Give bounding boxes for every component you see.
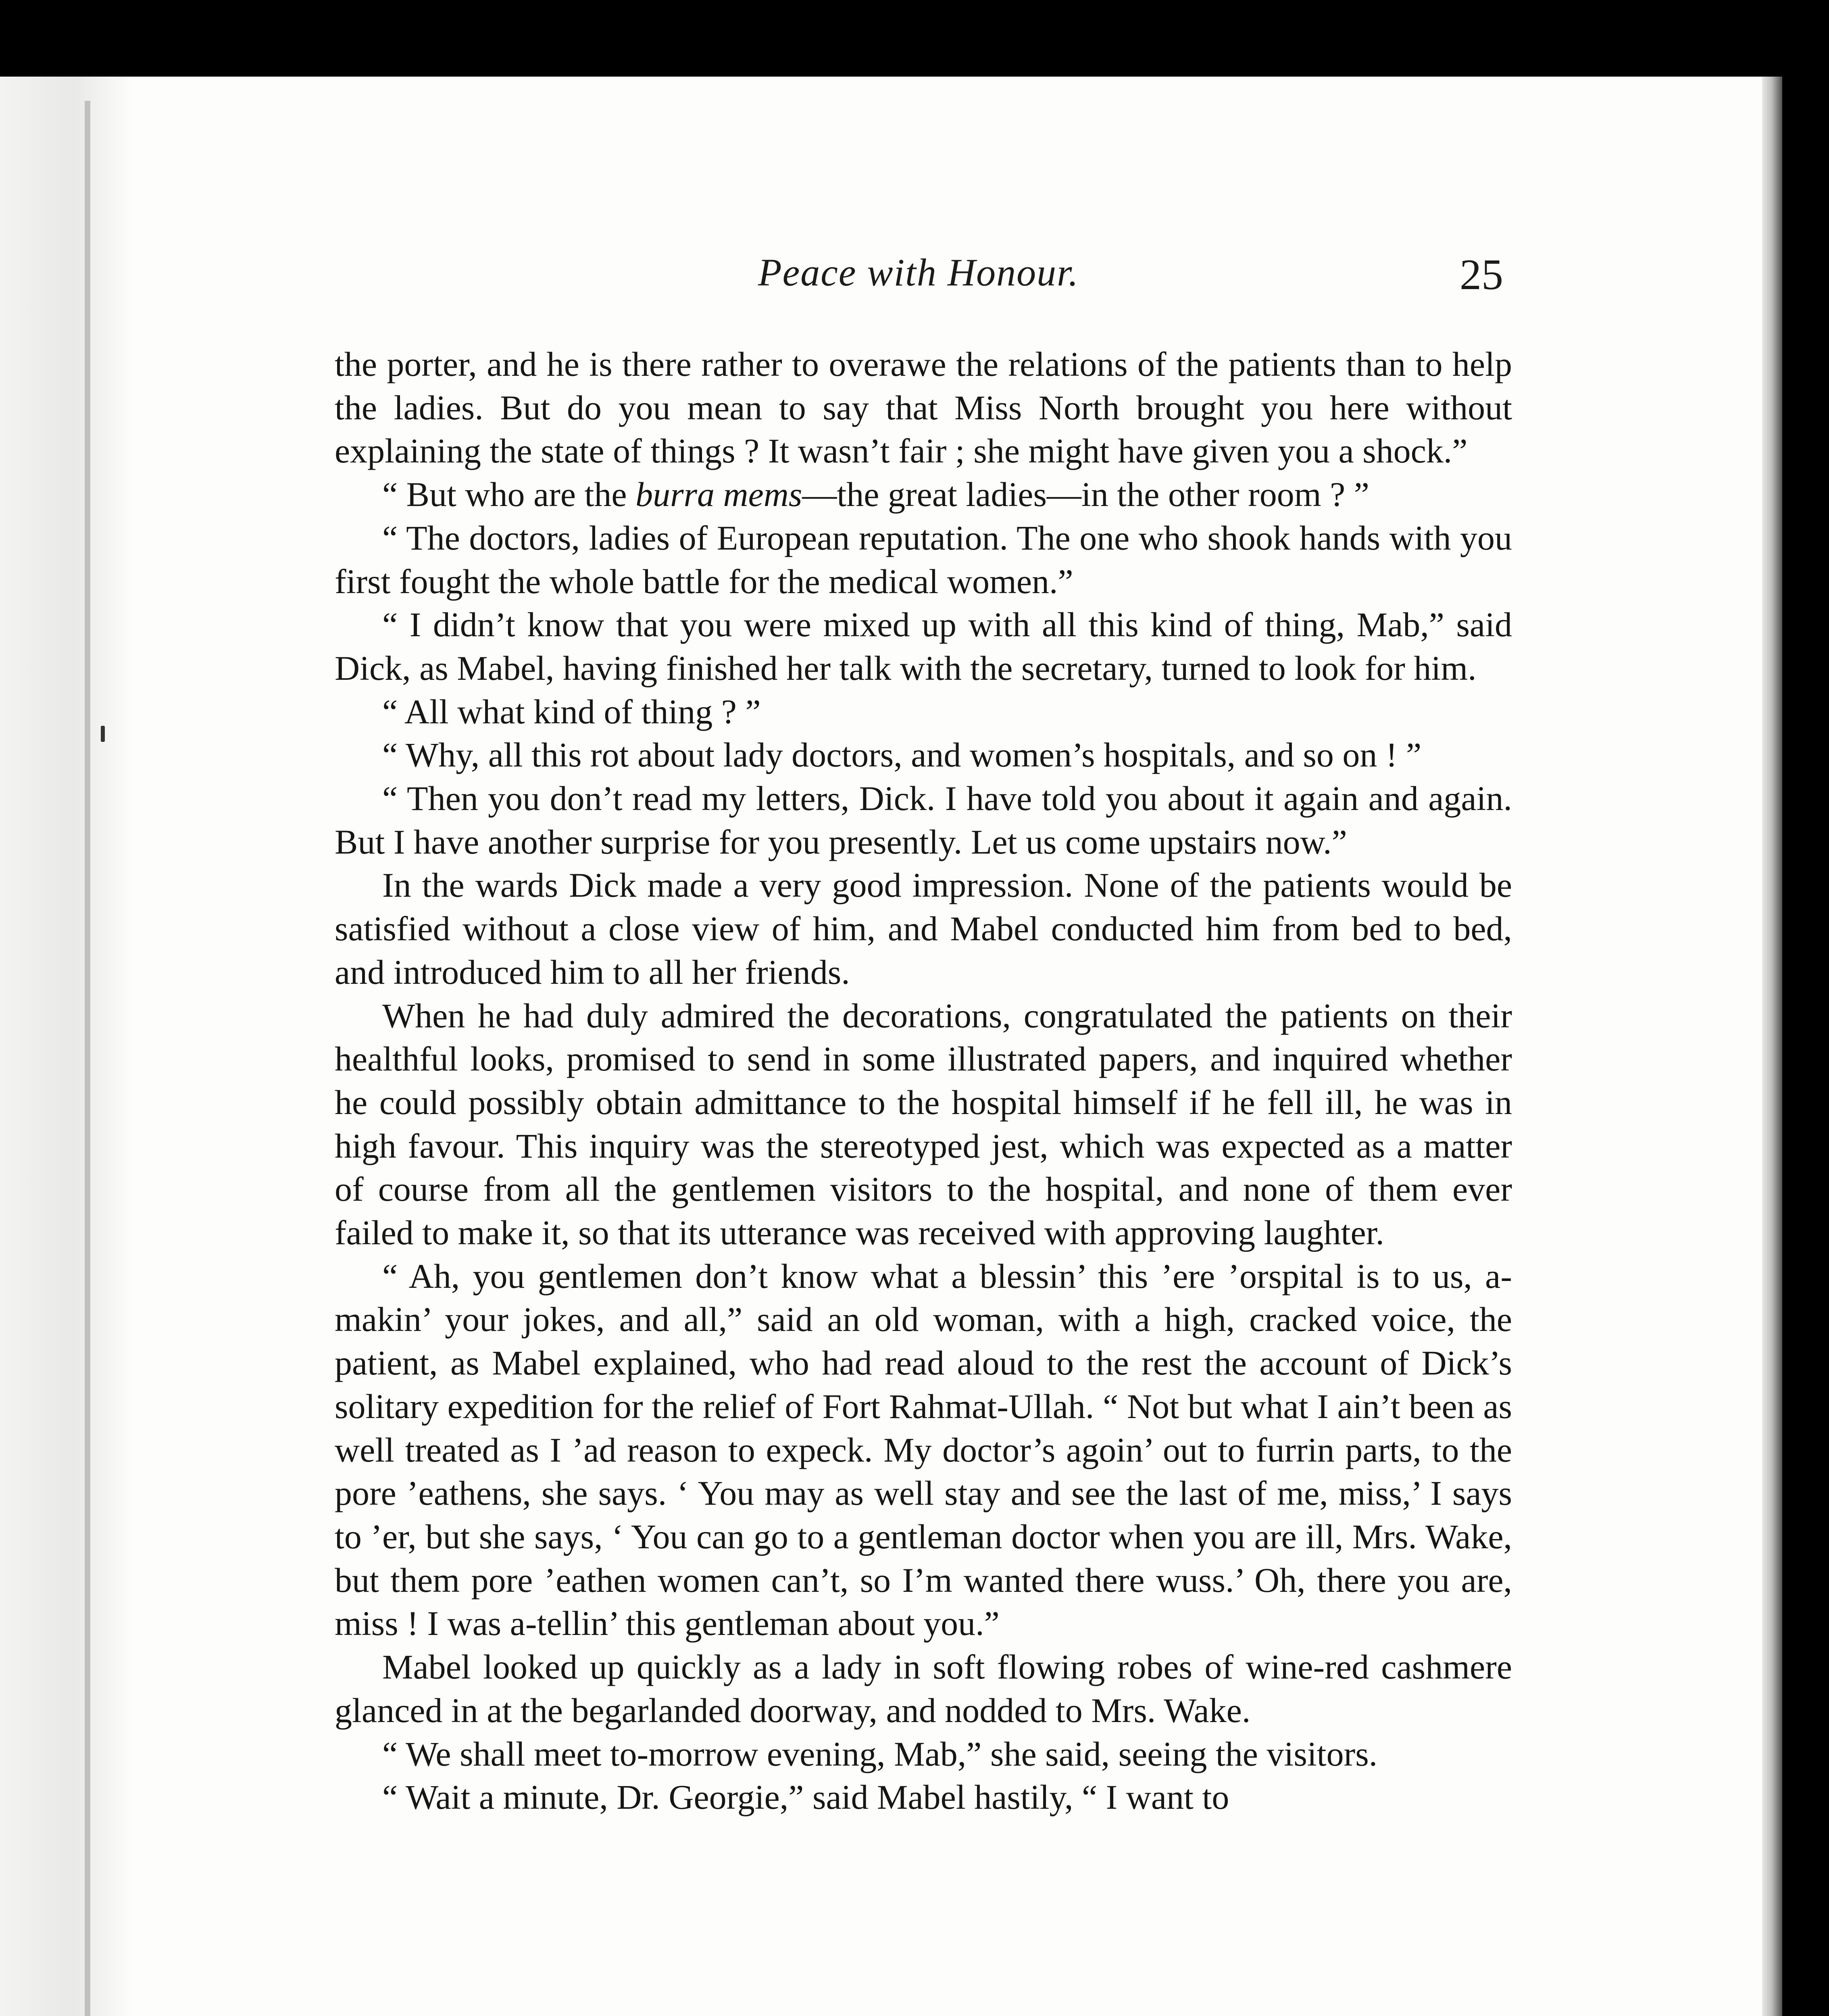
binding-line — [85, 101, 90, 2016]
paragraph — [335, 864, 1512, 994]
paragraph — [335, 1733, 1512, 1776]
paragraph — [335, 994, 1512, 1255]
text-run: “ Ah, you gentlemen don’t know what a blessin’ this ’ere ’orspital is to us, a-makin’ your jokes, and all,” said an old woman, with a high, cracked voice, the patient, as Mabel explained, who had read aloud to the rest the account of Dick’s solitary expedition for the relief of Fort Rahmat-Ullah. “ Not but what I ain’t been as well treated as I ’ad reason to expeck. My doctor’s agoin’ out to furrin parts, to the pore ’eathens, she says. ‘ You may as well stay and see the last of me, miss,’ I says to ’er, but she says, ‘ You can go to a gentleman doctor when you are ill, Mrs. Wake, but them pore ’eathen women can’t, so I’m wanted there wuss.’ Oh, there you are, miss ! I was a-tellin’ this gentleman about you.” — [335, 1256, 1512, 1643]
italic-phrase: burra mems — [635, 475, 802, 514]
paragraph — [335, 1776, 1512, 1819]
paragraph — [335, 516, 1512, 603]
paragraph — [335, 343, 1512, 473]
running-head — [0, 250, 1782, 310]
paragraph — [335, 1255, 1512, 1645]
paragraph — [335, 473, 1512, 516]
book-page — [0, 77, 1782, 2016]
text-run: —the great ladies—in the other room ? ” — [802, 475, 1369, 514]
text-run: In the wards Dick made a very good impression. None of the patients would be satisfied without a close view of him, and Mabel conducted him from bed to bed, and introduced him to all her friends. — [335, 866, 1512, 991]
running-title: Peace with Honour. — [758, 251, 1079, 294]
text-run: When he had duly admired the decorations, congratulated the patients on their healthful looks, promised to send in some illustrated papers, and inquired whether he could possibly obtain admittance to the hospital himself if he fell ill, he was in high favour. This inquiry was the stereotyped jest, which was expected as a matter of course from all the gentlemen visitors to the hospital, and none of them ever failed to make it, so that its utterance was received with approving laughter. — [335, 996, 1512, 1252]
paragraph — [335, 690, 1512, 734]
text-run: “ Wait a minute, Dr. Georgie,” said Mabel hastily, “ I want to — [382, 1778, 1229, 1817]
text-run: “ We shall meet to-morrow evening, Mab,” she said, seeing the visitors. — [382, 1734, 1378, 1773]
gutter-shadow — [0, 77, 133, 2016]
body-text — [335, 343, 1512, 1819]
paragraph — [335, 603, 1512, 690]
text-run: “ The doctors, ladies of European reputation. The one who shook hands with you first fought the whole battle for the medical women.” — [335, 518, 1512, 601]
page-edge — [1762, 77, 1782, 2016]
text-run: “ But who are the — [382, 475, 636, 514]
text-run: “ All what kind of thing ? ” — [382, 692, 761, 731]
paragraph — [335, 733, 1512, 777]
text-run: “ Why, all this rot about lady doctors, and women’s hospitals, and so on ! ” — [382, 735, 1422, 775]
page-number: 25 — [1460, 251, 1503, 299]
paragraph — [335, 777, 1512, 864]
text-run: the porter, and he is there rather to overawe the relations of the patients than to help the ladies. But do you mean to say that Miss North brought you here without explaining the state of things ? It wasn’t fair ; she might have given you a shock.” — [335, 345, 1512, 471]
text-run: Mabel looked up quickly as a lady in soft flowing robes of wine-red cashmere glanced in at the begarlanded doorway, and nodded to Mrs. Wake. — [335, 1647, 1512, 1730]
text-run: “ I didn’t know that you were mixed up with all this kind of thing, Mab,” said Dick, as Mabel, having finished her talk with the secretary, turned to look for him. — [335, 605, 1512, 687]
text-run: “ Then you don’t read my letters, Dick. I have told you about it again and again. But I have another surprise for you presently. Let us come upstairs now.” — [335, 779, 1512, 861]
binding-mark — [101, 726, 105, 742]
paragraph — [335, 1645, 1512, 1732]
